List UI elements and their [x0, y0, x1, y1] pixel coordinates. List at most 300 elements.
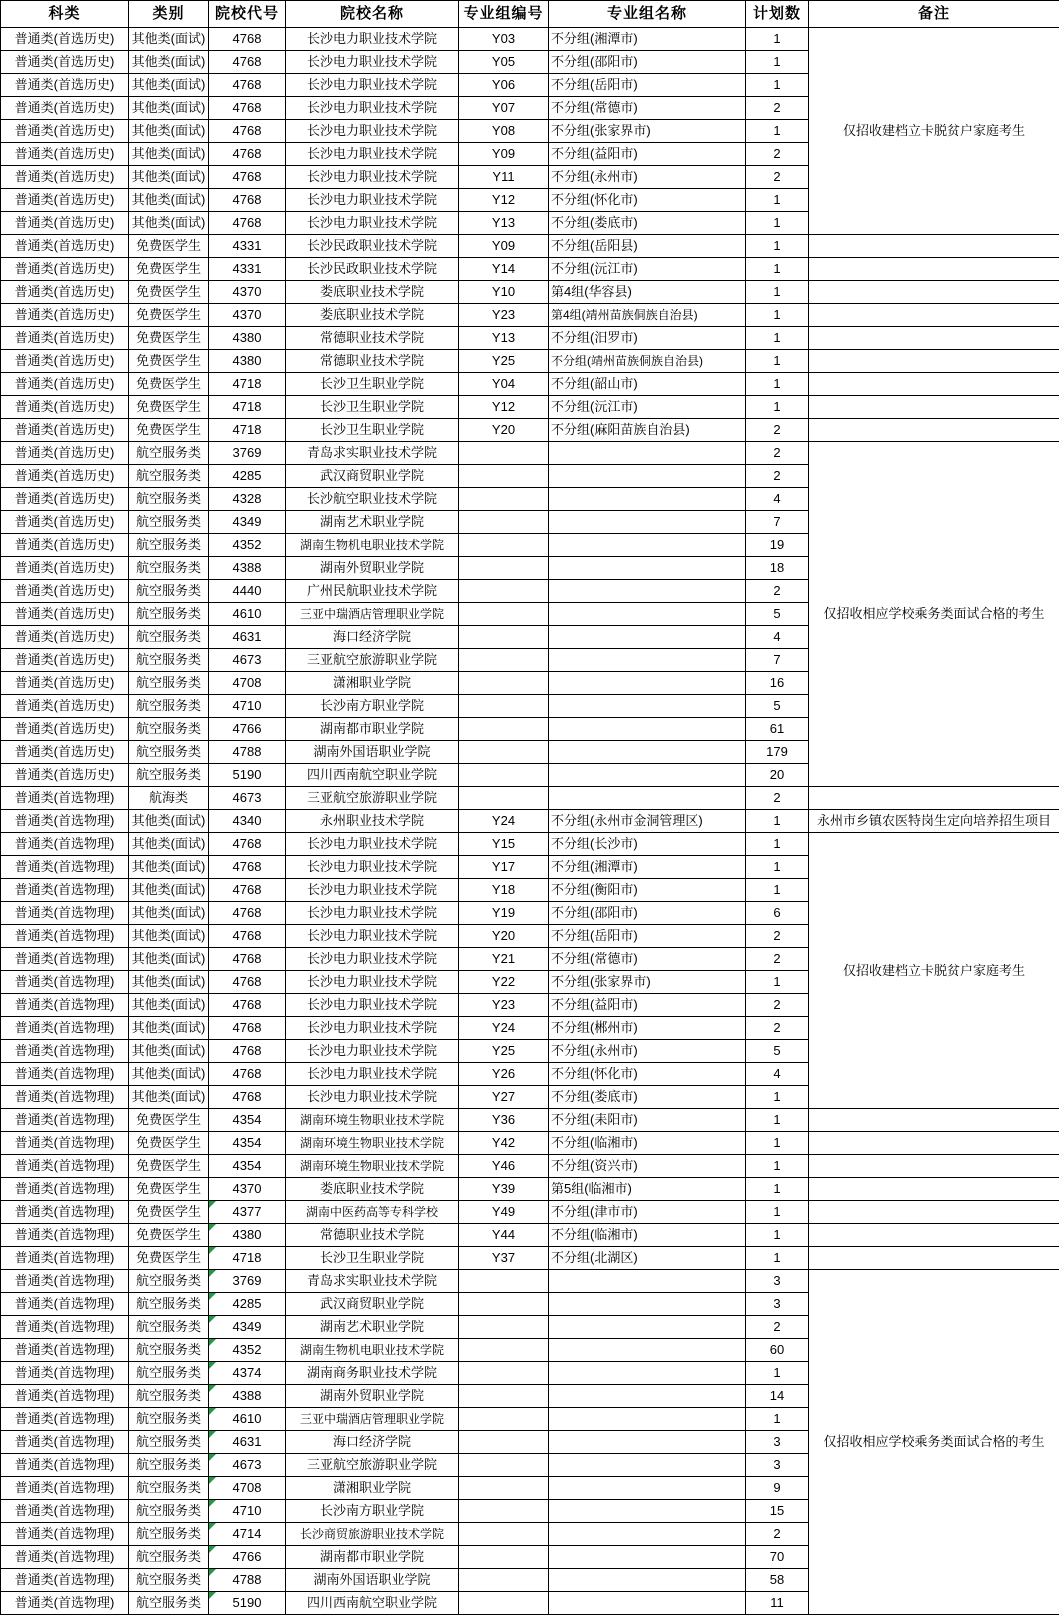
- cell-subject: 普通类(首选历史): [1, 695, 129, 718]
- cell-group-name: [549, 580, 746, 603]
- cell-plan-count: 1: [746, 879, 809, 902]
- cell-group-code: [459, 1523, 549, 1546]
- cell-plan-count: 1: [746, 1178, 809, 1201]
- cell-subject: 普通类(首选历史): [1, 488, 129, 511]
- cell-school-name: 湖南生物机电职业技术学院: [286, 1339, 459, 1362]
- cell-plan-count: 1: [746, 373, 809, 396]
- column-header-school-name: 院校名称: [286, 1, 459, 28]
- cell-group-code: Y36: [459, 1109, 549, 1132]
- cell-school-code: 4370: [209, 1178, 286, 1201]
- cell-category: 航空服务类: [129, 741, 209, 764]
- comment-marker-icon: [209, 1362, 216, 1369]
- cell-plan-count: 14: [746, 1385, 809, 1408]
- cell-subject: 普通类(首选历史): [1, 419, 129, 442]
- comment-marker-icon: [209, 1408, 216, 1415]
- cell-category: 免费医学生: [129, 396, 209, 419]
- cell-plan-count: 60: [746, 1339, 809, 1362]
- cell-group-name: [549, 603, 746, 626]
- cell-plan-count: 2: [746, 1316, 809, 1339]
- cell-school-name: 长沙商贸旅游职业技术学院: [286, 1523, 459, 1546]
- cell-school-code: 4768: [209, 948, 286, 971]
- cell-school-code: 4718: [209, 419, 286, 442]
- cell-category: 其他类(面试): [129, 51, 209, 74]
- cell-category: 免费医学生: [129, 235, 209, 258]
- comment-marker-icon: [209, 1316, 216, 1323]
- cell-category: 航空服务类: [129, 1569, 209, 1592]
- cell-remark: 永州市乡镇农医特岗生定向培养招生项目: [809, 810, 1059, 833]
- cell-category: 航空服务类: [129, 1477, 209, 1500]
- cell-plan-count: 1: [746, 1155, 809, 1178]
- cell-group-name: 不分组(岳阳市): [549, 925, 746, 948]
- cell-group-name: 不分组(北湖区): [549, 1247, 746, 1270]
- cell-category: 其他类(面试): [129, 212, 209, 235]
- cell-school-name: 长沙电力职业技术学院: [286, 902, 459, 925]
- cell-category: 其他类(面试): [129, 189, 209, 212]
- cell-subject: 普通类(首选物理): [1, 902, 129, 925]
- cell-subject: 普通类(首选历史): [1, 74, 129, 97]
- cell-subject: 普通类(首选历史): [1, 649, 129, 672]
- cell-plan-count: 1: [746, 304, 809, 327]
- cell-remark: [809, 1224, 1059, 1247]
- cell-group-name: [549, 649, 746, 672]
- cell-remark: [809, 1109, 1059, 1132]
- cell-group-code: [459, 626, 549, 649]
- cell-group-name: 不分组(张家界市): [549, 120, 746, 143]
- cell-subject: 普通类(首选历史): [1, 626, 129, 649]
- cell-category: 航空服务类: [129, 1362, 209, 1385]
- cell-group-name: 不分组(怀化市): [549, 1063, 746, 1086]
- cell-category: 航空服务类: [129, 1385, 209, 1408]
- cell-subject: 普通类(首选物理): [1, 1316, 129, 1339]
- cell-group-name: [549, 1523, 746, 1546]
- cell-subject: 普通类(首选历史): [1, 603, 129, 626]
- cell-school-name: 长沙电力职业技术学院: [286, 856, 459, 879]
- cell-group-name: 第4组(靖州苗族侗族自治县): [549, 304, 746, 327]
- cell-school-name: 长沙电力职业技术学院: [286, 28, 459, 51]
- cell-plan-count: 1: [746, 1201, 809, 1224]
- cell-group-code: [459, 672, 549, 695]
- cell-group-code: Y27: [459, 1086, 549, 1109]
- cell-plan-count: 2: [746, 787, 809, 810]
- cell-subject: 普通类(首选历史): [1, 718, 129, 741]
- cell-school-name: 娄底职业技术学院: [286, 304, 459, 327]
- cell-category: 其他类(面试): [129, 143, 209, 166]
- cell-group-name: [549, 1316, 746, 1339]
- cell-group-name: [549, 1477, 746, 1500]
- cell-school-code: 4354: [209, 1132, 286, 1155]
- column-header-group-code: 专业组编号: [459, 1, 549, 28]
- cell-category: 航海类: [129, 787, 209, 810]
- cell-plan-count: 1: [746, 212, 809, 235]
- cell-plan-count: 1: [746, 1247, 809, 1270]
- column-header-remark: 备注: [809, 1, 1059, 28]
- cell-group-name: [549, 534, 746, 557]
- cell-school-name: 长沙电力职业技术学院: [286, 879, 459, 902]
- table-row: [1, 258, 1059, 281]
- cell-school-name: 长沙航空职业技术学院: [286, 488, 459, 511]
- cell-school-name: 湖南环境生物职业技术学院: [286, 1132, 459, 1155]
- cell-school-code: 4370: [209, 281, 286, 304]
- cell-remark: 仅招收相应学校乘务类面试合格的考生: [809, 442, 1059, 787]
- cell-group-name: [549, 1569, 746, 1592]
- cell-category: 航空服务类: [129, 1270, 209, 1293]
- cell-category: 免费医学生: [129, 373, 209, 396]
- cell-school-code: 4370: [209, 304, 286, 327]
- cell-school-name: 常德职业技术学院: [286, 350, 459, 373]
- cell-group-name: 不分组(汨罗市): [549, 327, 746, 350]
- cell-group-code: Y12: [459, 189, 549, 212]
- cell-school-code: 4768: [209, 1017, 286, 1040]
- cell-group-code: [459, 1500, 549, 1523]
- cell-school-name: 长沙卫生职业学院: [286, 373, 459, 396]
- cell-plan-count: 11: [746, 1592, 809, 1615]
- cell-group-code: [459, 1293, 549, 1316]
- cell-category: 航空服务类: [129, 718, 209, 741]
- cell-plan-count: 2: [746, 419, 809, 442]
- cell-category: 免费医学生: [129, 327, 209, 350]
- cell-subject: 普通类(首选物理): [1, 787, 129, 810]
- cell-school-code: 4328: [209, 488, 286, 511]
- comment-marker-icon: [209, 1569, 216, 1576]
- cell-category: 航空服务类: [129, 534, 209, 557]
- cell-subject: 普通类(首选历史): [1, 373, 129, 396]
- cell-subject: 普通类(首选物理): [1, 1063, 129, 1086]
- comment-marker-icon: [209, 1339, 216, 1346]
- cell-school-name: 长沙电力职业技术学院: [286, 994, 459, 1017]
- cell-group-code: Y46: [459, 1155, 549, 1178]
- table-row: [1, 1155, 1059, 1178]
- table-header-row: [1, 1, 1059, 28]
- cell-remark: [809, 1178, 1059, 1201]
- cell-subject: 普通类(首选物理): [1, 1569, 129, 1592]
- cell-group-code: Y22: [459, 971, 549, 994]
- cell-plan-count: 15: [746, 1500, 809, 1523]
- cell-category: 其他类(面试): [129, 1086, 209, 1109]
- comment-marker-icon: [209, 1385, 216, 1392]
- cell-school-name: 四川西南航空职业学院: [286, 764, 459, 787]
- cell-category: 其他类(面试): [129, 28, 209, 51]
- cell-subject: 普通类(首选历史): [1, 235, 129, 258]
- cell-school-name: 湖南商务职业技术学院: [286, 1362, 459, 1385]
- cell-school-code: 4349: [209, 1316, 286, 1339]
- comment-marker-icon: [209, 1270, 216, 1277]
- cell-subject: 普通类(首选物理): [1, 879, 129, 902]
- cell-school-code: 4354: [209, 1155, 286, 1178]
- cell-school-name: 长沙电力职业技术学院: [286, 120, 459, 143]
- cell-group-name: [549, 1270, 746, 1293]
- cell-category: 其他类(面试): [129, 879, 209, 902]
- cell-group-name: [549, 1293, 746, 1316]
- cell-group-name: 不分组(郴州市): [549, 1017, 746, 1040]
- cell-plan-count: 1: [746, 281, 809, 304]
- cell-plan-count: 2: [746, 465, 809, 488]
- cell-school-code: 4349: [209, 511, 286, 534]
- cell-category: 其他类(面试): [129, 810, 209, 833]
- cell-category: 免费医学生: [129, 1132, 209, 1155]
- cell-plan-count: 2: [746, 97, 809, 120]
- cell-school-name: 湖南艺术职业学院: [286, 1316, 459, 1339]
- cell-group-code: [459, 1385, 549, 1408]
- table-row: [1, 1178, 1059, 1201]
- comment-marker-icon: [209, 1224, 216, 1231]
- cell-plan-count: 9: [746, 1477, 809, 1500]
- cell-category: 航空服务类: [129, 695, 209, 718]
- cell-plan-count: 2: [746, 442, 809, 465]
- cell-group-name: [549, 718, 746, 741]
- cell-plan-count: 3: [746, 1270, 809, 1293]
- cell-group-code: Y39: [459, 1178, 549, 1201]
- cell-subject: 普通类(首选历史): [1, 143, 129, 166]
- cell-school-name: 娄底职业技术学院: [286, 1178, 459, 1201]
- cell-plan-count: 179: [746, 741, 809, 764]
- table-row: [1, 1224, 1059, 1247]
- comment-marker-icon: [209, 1592, 216, 1599]
- cell-plan-count: 4: [746, 1063, 809, 1086]
- column-header-group-name: 专业组名称: [549, 1, 746, 28]
- cell-group-code: [459, 1569, 549, 1592]
- cell-group-name: 不分组(益阳市): [549, 143, 746, 166]
- cell-plan-count: 1: [746, 258, 809, 281]
- cell-group-code: Y09: [459, 143, 549, 166]
- cell-category: 其他类(面试): [129, 925, 209, 948]
- cell-group-code: Y44: [459, 1224, 549, 1247]
- cell-remark: [809, 1201, 1059, 1224]
- cell-subject: 普通类(首选历史): [1, 442, 129, 465]
- cell-school-name: 长沙电力职业技术学院: [286, 143, 459, 166]
- cell-plan-count: 1: [746, 1109, 809, 1132]
- cell-subject: 普通类(首选历史): [1, 97, 129, 120]
- comment-marker-icon: [209, 1523, 216, 1530]
- cell-group-name: [549, 787, 746, 810]
- table-row: [1, 1270, 1059, 1293]
- cell-group-code: [459, 787, 549, 810]
- cell-group-name: [549, 1385, 746, 1408]
- cell-school-code: 4718: [209, 1247, 286, 1270]
- cell-group-name: [549, 1408, 746, 1431]
- cell-category: 其他类(面试): [129, 74, 209, 97]
- cell-group-code: Y08: [459, 120, 549, 143]
- cell-school-code: 3769: [209, 1270, 286, 1293]
- cell-group-name: 不分组(常德市): [549, 948, 746, 971]
- cell-subject: 普通类(首选历史): [1, 327, 129, 350]
- cell-plan-count: 1: [746, 810, 809, 833]
- cell-subject: 普通类(首选历史): [1, 189, 129, 212]
- cell-remark: 仅招收建档立卡脱贫户家庭考生: [809, 833, 1059, 1109]
- cell-school-code: 3769: [209, 442, 286, 465]
- cell-school-code: 4673: [209, 787, 286, 810]
- cell-group-name: 不分组(邵阳市): [549, 902, 746, 925]
- cell-plan-count: 1: [746, 1224, 809, 1247]
- cell-plan-count: 3: [746, 1454, 809, 1477]
- cell-plan-count: 19: [746, 534, 809, 557]
- cell-group-name: 不分组(沅江市): [549, 258, 746, 281]
- cell-group-code: [459, 1592, 549, 1615]
- cell-category: 其他类(面试): [129, 1063, 209, 1086]
- cell-group-name: 不分组(娄底市): [549, 1086, 746, 1109]
- cell-subject: 普通类(首选物理): [1, 1408, 129, 1431]
- cell-group-name: [549, 465, 746, 488]
- cell-school-name: 湖南外国语职业学院: [286, 741, 459, 764]
- cell-school-code: 4768: [209, 1040, 286, 1063]
- cell-group-code: Y18: [459, 879, 549, 902]
- cell-plan-count: 1: [746, 350, 809, 373]
- cell-school-name: 长沙电力职业技术学院: [286, 1017, 459, 1040]
- cell-school-name: 长沙民政职业技术学院: [286, 258, 459, 281]
- cell-category: 航空服务类: [129, 557, 209, 580]
- cell-plan-count: 4: [746, 488, 809, 511]
- cell-plan-count: 1: [746, 189, 809, 212]
- cell-group-name: 不分组(益阳市): [549, 994, 746, 1017]
- cell-plan-count: 1: [746, 51, 809, 74]
- cell-subject: 普通类(首选历史): [1, 672, 129, 695]
- cell-school-name: 长沙电力职业技术学院: [286, 833, 459, 856]
- cell-group-code: Y12: [459, 396, 549, 419]
- cell-group-code: Y11: [459, 166, 549, 189]
- cell-school-code: 4388: [209, 1385, 286, 1408]
- cell-school-code: 4768: [209, 189, 286, 212]
- cell-group-code: Y13: [459, 327, 549, 350]
- table-row: [1, 1201, 1059, 1224]
- cell-group-name: 不分组(长沙市): [549, 833, 746, 856]
- cell-subject: 普通类(首选物理): [1, 1270, 129, 1293]
- cell-plan-count: 3: [746, 1431, 809, 1454]
- table-row: [1, 281, 1059, 304]
- cell-school-name: 长沙电力职业技术学院: [286, 97, 459, 120]
- cell-plan-count: 7: [746, 511, 809, 534]
- cell-subject: 普通类(首选物理): [1, 1339, 129, 1362]
- cell-group-name: 不分组(常德市): [549, 97, 746, 120]
- cell-school-name: 湖南生物机电职业技术学院: [286, 534, 459, 557]
- cell-group-name: 不分组(岳阳县): [549, 235, 746, 258]
- cell-school-code: 4710: [209, 695, 286, 718]
- cell-school-name: 娄底职业技术学院: [286, 281, 459, 304]
- cell-group-code: Y09: [459, 235, 549, 258]
- cell-group-code: Y42: [459, 1132, 549, 1155]
- cell-plan-count: 70: [746, 1546, 809, 1569]
- cell-school-code: 5190: [209, 764, 286, 787]
- cell-subject: 普通类(首选物理): [1, 1477, 129, 1500]
- cell-subject: 普通类(首选物理): [1, 1546, 129, 1569]
- cell-subject: 普通类(首选物理): [1, 1385, 129, 1408]
- cell-category: 航空服务类: [129, 465, 209, 488]
- cell-group-name: 不分组(怀化市): [549, 189, 746, 212]
- table-row: [1, 304, 1059, 327]
- cell-group-code: Y14: [459, 258, 549, 281]
- cell-subject: 普通类(首选物理): [1, 948, 129, 971]
- cell-plan-count: 1: [746, 396, 809, 419]
- cell-category: 航空服务类: [129, 1339, 209, 1362]
- comment-marker-icon: [209, 1500, 216, 1507]
- cell-group-code: Y07: [459, 97, 549, 120]
- cell-school-code: 4710: [209, 1500, 286, 1523]
- cell-remark: [809, 787, 1059, 810]
- cell-school-code: 4788: [209, 741, 286, 764]
- cell-category: 航空服务类: [129, 1454, 209, 1477]
- cell-group-name: 不分组(靖州苗族侗族自治县): [549, 350, 746, 373]
- cell-group-code: Y25: [459, 350, 549, 373]
- cell-group-code: [459, 511, 549, 534]
- cell-category: 其他类(面试): [129, 166, 209, 189]
- cell-school-code: 4673: [209, 1454, 286, 1477]
- table-row: [1, 810, 1059, 833]
- cell-remark: [809, 1132, 1059, 1155]
- cell-school-code: 4631: [209, 1431, 286, 1454]
- cell-group-name: 不分组(韶山市): [549, 373, 746, 396]
- cell-group-code: [459, 603, 549, 626]
- cell-group-code: Y23: [459, 304, 549, 327]
- cell-school-code: 4708: [209, 672, 286, 695]
- cell-school-name: 潇湘职业学院: [286, 672, 459, 695]
- cell-school-code: 4380: [209, 1224, 286, 1247]
- cell-subject: 普通类(首选物理): [1, 1040, 129, 1063]
- cell-subject: 普通类(首选历史): [1, 534, 129, 557]
- cell-plan-count: 5: [746, 1040, 809, 1063]
- cell-category: 航空服务类: [129, 488, 209, 511]
- cell-plan-count: 1: [746, 327, 809, 350]
- cell-group-code: Y19: [459, 902, 549, 925]
- cell-school-code: 4768: [209, 120, 286, 143]
- cell-school-code: 4768: [209, 51, 286, 74]
- cell-remark: [809, 235, 1059, 258]
- cell-group-code: Y17: [459, 856, 549, 879]
- cell-category: 免费医学生: [129, 304, 209, 327]
- cell-group-name: 不分组(湘潭市): [549, 856, 746, 879]
- cell-school-name: 长沙电力职业技术学院: [286, 1040, 459, 1063]
- cell-school-name: 长沙电力职业技术学院: [286, 1086, 459, 1109]
- cell-school-code: 4331: [209, 235, 286, 258]
- table-row: [1, 1109, 1059, 1132]
- cell-group-name: 不分组(耒阳市): [549, 1109, 746, 1132]
- cell-plan-count: 2: [746, 580, 809, 603]
- cell-group-code: [459, 1362, 549, 1385]
- cell-plan-count: 1: [746, 971, 809, 994]
- cell-plan-count: 1: [746, 833, 809, 856]
- cell-category: 航空服务类: [129, 1592, 209, 1615]
- column-header-category: 类别: [129, 1, 209, 28]
- cell-category: 免费医学生: [129, 1247, 209, 1270]
- cell-subject: 普通类(首选物理): [1, 1155, 129, 1178]
- cell-category: 航空服务类: [129, 1293, 209, 1316]
- cell-subject: 普通类(首选物理): [1, 1109, 129, 1132]
- comment-marker-icon: [209, 1201, 216, 1208]
- cell-category: 航空服务类: [129, 672, 209, 695]
- cell-category: 航空服务类: [129, 511, 209, 534]
- cell-group-name: [549, 1500, 746, 1523]
- cell-school-code: 4714: [209, 1523, 286, 1546]
- cell-group-code: Y26: [459, 1063, 549, 1086]
- cell-group-code: Y20: [459, 925, 549, 948]
- cell-group-name: 不分组(麻阳苗族自治县): [549, 419, 746, 442]
- cell-remark: [809, 373, 1059, 396]
- cell-group-name: 不分组(临湘市): [549, 1224, 746, 1247]
- cell-subject: 普通类(首选物理): [1, 1454, 129, 1477]
- cell-subject: 普通类(首选历史): [1, 28, 129, 51]
- cell-group-name: [549, 511, 746, 534]
- cell-remark: [809, 258, 1059, 281]
- cell-group-code: [459, 1477, 549, 1500]
- cell-school-name: 三亚中瑞酒店管理职业学院: [286, 603, 459, 626]
- comment-marker-icon: [209, 1293, 216, 1300]
- cell-category: 其他类(面试): [129, 120, 209, 143]
- cell-category: 免费医学生: [129, 1224, 209, 1247]
- cell-plan-count: 20: [746, 764, 809, 787]
- cell-group-code: Y10: [459, 281, 549, 304]
- column-header-school-code: 院校代号: [209, 1, 286, 28]
- cell-category: 其他类(面试): [129, 833, 209, 856]
- cell-school-code: 4768: [209, 166, 286, 189]
- cell-group-name: 不分组(岳阳市): [549, 74, 746, 97]
- cell-category: 航空服务类: [129, 764, 209, 787]
